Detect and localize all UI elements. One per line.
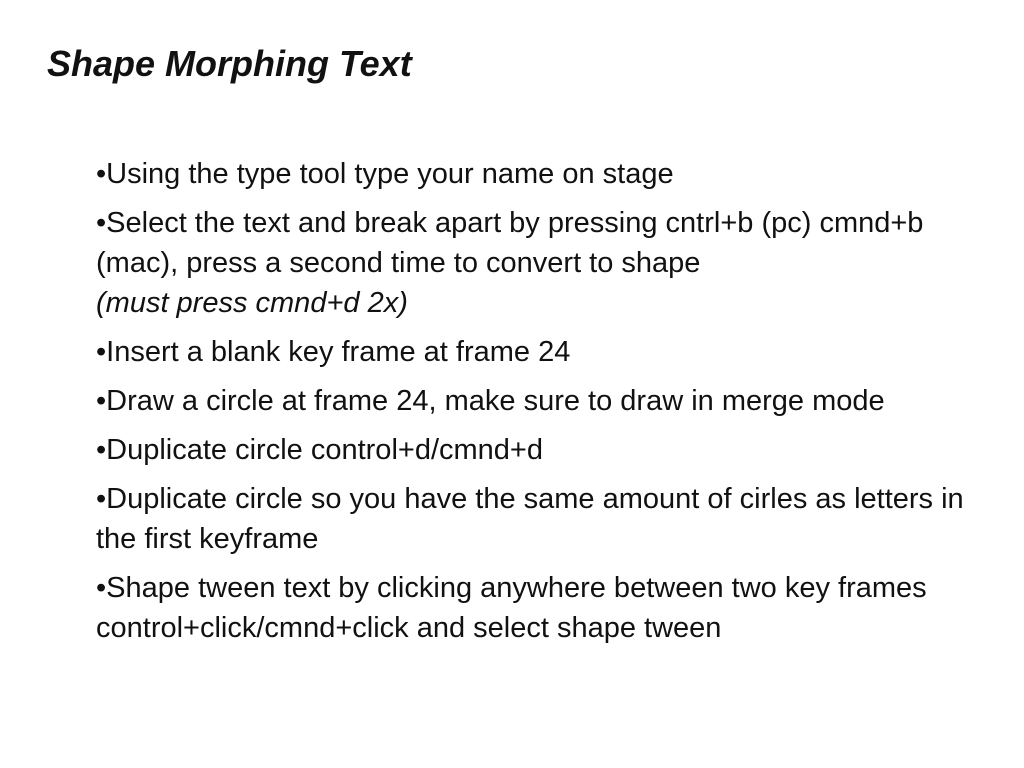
bullet-list — [96, 154, 976, 657]
bullet-text: •Duplicate circle control+d/cmnd+d — [96, 434, 543, 466]
bullet-item — [96, 381, 976, 421]
bullet-text: •Duplicate circle so you have the same amount of cirles as letters in the first keyframe — [96, 483, 964, 555]
bullet-item — [96, 203, 976, 323]
bullet-text: •Shape tween text by clicking anywhere between two key frames control+click/cmnd+click and select shape tween — [96, 572, 927, 644]
bullet-item — [96, 568, 976, 648]
bullet-text: •Using the type tool type your name on stage — [96, 158, 674, 190]
bullet-text: •Draw a circle at frame 24, make sure to draw in merge mode — [96, 385, 885, 417]
bullet-item — [96, 479, 976, 559]
bullet-item — [96, 154, 976, 194]
bullet-text: •Insert a blank key frame at frame 24 — [96, 336, 571, 368]
bullet-note: (must press cmnd+d 2x) — [96, 287, 408, 319]
bullet-item — [96, 332, 976, 372]
bullet-item — [96, 430, 976, 470]
bullet-text: •Select the text and break apart by pressing cntrl+b (pc) cmnd+b (mac), press a second time to convert to shape — [96, 207, 924, 279]
slide-title: Shape Morphing Text — [47, 43, 412, 84]
